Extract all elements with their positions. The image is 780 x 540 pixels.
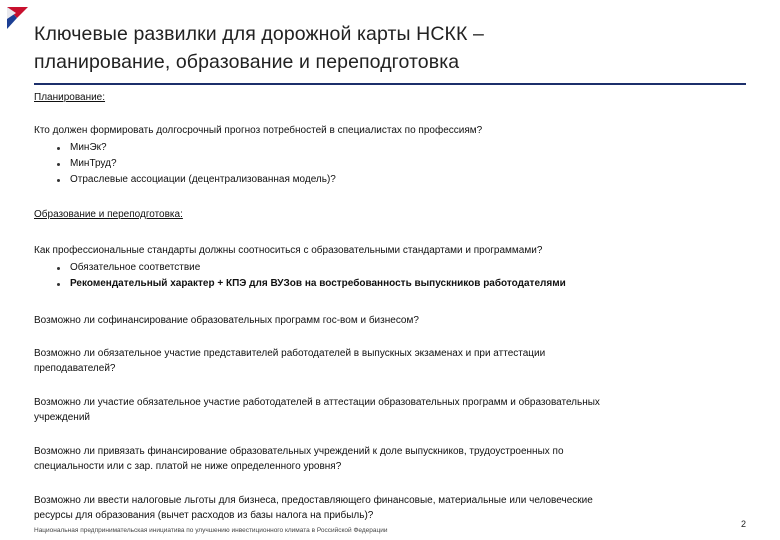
footer-text: Национальная предпринимательская инициатива по улучшению инвестиционного климата в Российской Федерации — [34, 527, 388, 534]
paragraph-5-line-2: ресурсы для образования (вычет расходов из базы налога на прибыль)? — [34, 510, 374, 521]
paragraph-2-line-1: Возможно ли обязательное участие представителей работодателей в выпускных экзаменах и при аттестации — [34, 348, 546, 359]
education-bullet-1: Обязательное соответствие — [70, 262, 201, 273]
paragraph-4-line-2: специальности или с зар. платой не ниже определенного уровня? — [34, 461, 342, 472]
bullet-dot — [57, 179, 60, 182]
education-bullet-2: Рекомендательный характер + КПЭ для ВУЗов на востребованность выпускников работодателями — [70, 278, 566, 289]
title-divider — [34, 83, 746, 85]
bullet-dot — [57, 163, 60, 166]
planning-question: Кто должен формировать долгосрочный прогноз потребностей в специалистах по профессиям? — [34, 125, 483, 136]
paragraph-4-line-1: Возможно ли привязать финансирование образовательных учреждений к доле выпускников, трудоустроенных по — [34, 446, 564, 457]
bullet-dot — [57, 283, 60, 286]
planning-bullet-1: МинЭк? — [70, 142, 107, 153]
planning-bullet-2: МинТруд? — [70, 158, 117, 169]
paragraph-1: Возможно ли софинансирование образовательных программ гос-вом и бизнесом? — [34, 315, 419, 326]
paragraph-3-line-1: Возможно ли участие обязательное участие работодателей в аттестации образовательных программ и образовательных — [34, 397, 600, 408]
page-title-line-2: планирование, образование и переподготовка — [34, 51, 460, 73]
bullet-dot — [57, 147, 60, 150]
paragraph-3-line-2: учреждений — [34, 412, 91, 423]
page-number: 2 — [741, 519, 747, 529]
planning-bullet-3: Отраслевые ассоциации (децентрализованная модель)? — [70, 174, 336, 185]
education-heading: Образование и переподготовка: — [34, 209, 183, 220]
planning-heading: Планирование: — [34, 92, 106, 103]
paragraph-5-line-1: Возможно ли ввести налоговые льготы для бизнеса, предоставляющего финансовые, материальные или человеческие — [34, 495, 593, 506]
education-question: Как профессиональные стандарты должны соотноситься с образовательными стандартами и программами? — [34, 245, 543, 256]
bullet-dot — [57, 267, 60, 270]
page-title-line-1: Ключевые развилки для дорожной карты НСКК – — [34, 23, 484, 45]
flag-logo-icon — [4, 4, 32, 32]
paragraph-2-line-2: преподавателей? — [34, 363, 116, 374]
